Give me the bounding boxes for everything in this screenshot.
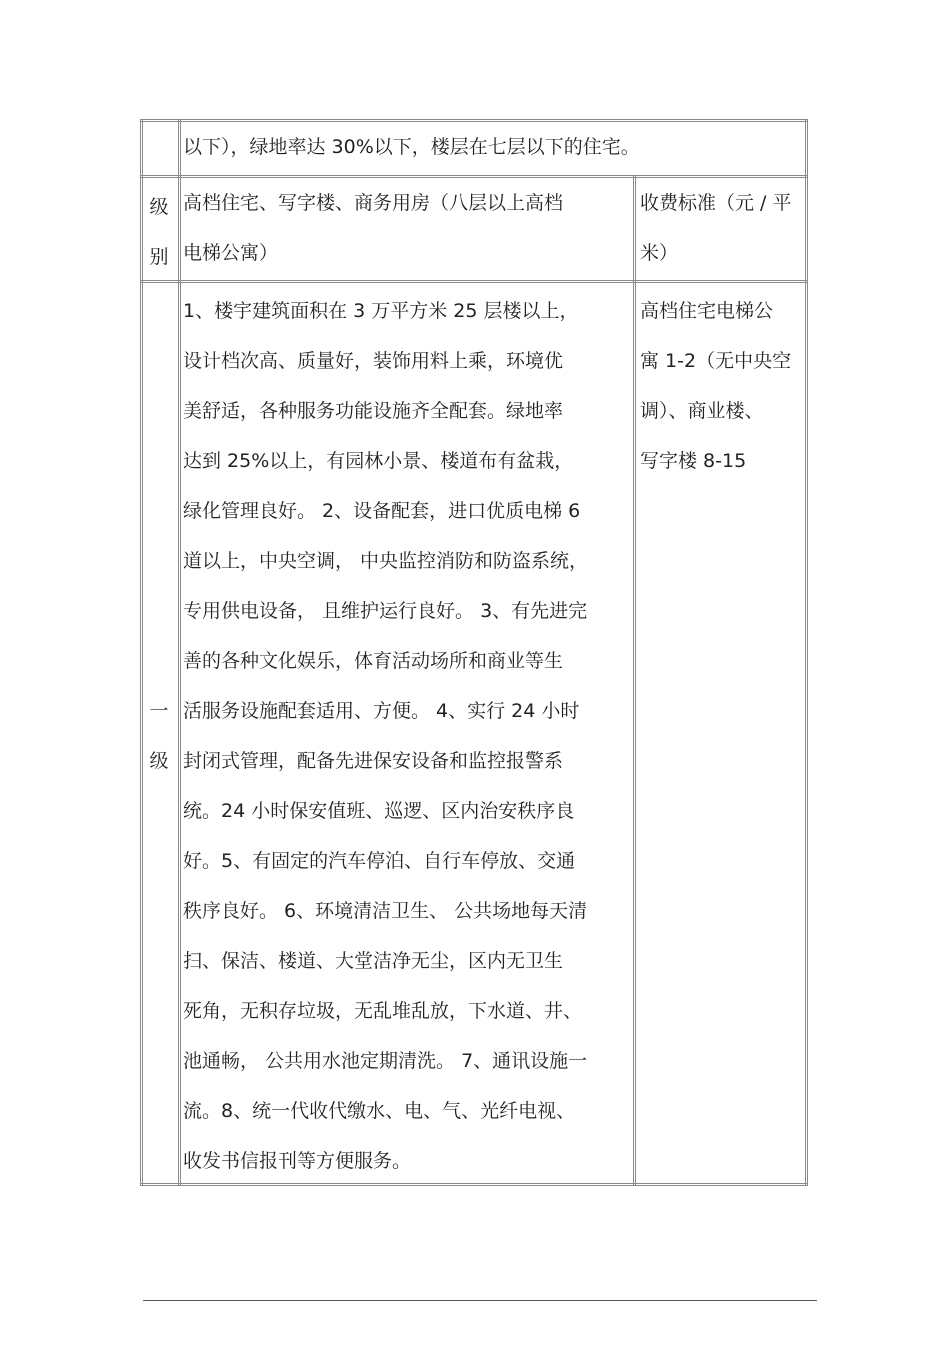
level-char: 级 [149,750,169,772]
description-line: 收发书信报刊等方便服务。 [183,1150,412,1172]
level-one-description-cell [183,286,588,1186]
description-line: 死角，无积存垃圾，无乱堆乱放，下水道、井、 [183,1000,583,1022]
description-line: 池通畅， 公共用水池定期清洗。 7、通讯设施一 [183,1050,588,1072]
description-line: 封闭式管理，配备先进保安设备和监控报警系 [183,750,564,772]
table-border-right [805,119,808,1186]
description-line: 好。5、有固定的汽车停泊、自行车停放、交通 [183,850,576,872]
description-line: 扫、保洁、楼道、大堂洁净无尘，区内无卫生 [183,950,564,972]
description-line: 美舒适，各种服务功能设施齐全配套。绿地率 [183,400,564,422]
level-cell [140,686,178,786]
fee-line: 写字楼 8-15 [640,450,747,472]
description-line: 活服务设施配套适用、方便。 4、实行 24 小时 [183,700,580,722]
description-line: 善的各种文化娱乐，体育活动场所和商业等生 [183,650,564,672]
page-footer-rule [143,1300,817,1301]
description-line: 流。8、统一代收代缴水、电、气、光纤电视、 [183,1100,576,1122]
description-line: 1、楼宇建筑面积在 3 万平方米 25 层楼以上， [183,300,579,322]
description-line: 道以上，中央空调， 中央监控消防和防盗系统， [183,550,589,572]
fee-line: 高档住宅电梯公 [640,300,774,322]
level-char: 一 [149,700,169,722]
level-header-cell [140,182,178,282]
level-header-char: 别 [149,246,169,268]
description-header-cell [183,178,563,278]
fee-line: 调）、商业楼、 [640,400,764,422]
description-header-line: 高档住宅、写字楼、商务用房（八层以上高档 [183,192,564,214]
description-line: 绿化管理良好。 2、设备配套，进口优质电梯 6 [183,500,581,522]
description-line: 秩序良好。 6、环境清洁卫生、 公共场地每天清 [183,900,588,922]
fee-header-line: 收费标准（元 / 平 [640,192,792,214]
level-one-fee-cell [640,286,791,486]
table-row-continuation [183,122,640,172]
description-line: 设计档次高、质量好，装饰用料上乘，环境优 [183,350,564,372]
level-header-char: 级 [149,196,169,218]
table-row-divider [140,280,808,283]
description-header-line: 电梯公寓） [183,242,279,264]
fee-line: 寓 1-2（无中央空 [640,350,792,372]
fee-header-cell [640,178,791,278]
description-cell: 以下），绿地率达 30%以下，楼层在七层以下的住宅。 [183,136,640,158]
fee-header-line: 米） [640,242,679,264]
table-column-divider [178,119,181,1186]
description-line: 专用供电设备， 且维护运行良好。 3、有先进完 [183,600,588,622]
description-line: 达到 25%以上，有园林小景、楼道布有盆栽， [183,450,574,472]
table-column-divider [633,175,636,1186]
description-line: 统。24 小时保安值班、巡逻、区内治安秩序良 [183,800,575,822]
